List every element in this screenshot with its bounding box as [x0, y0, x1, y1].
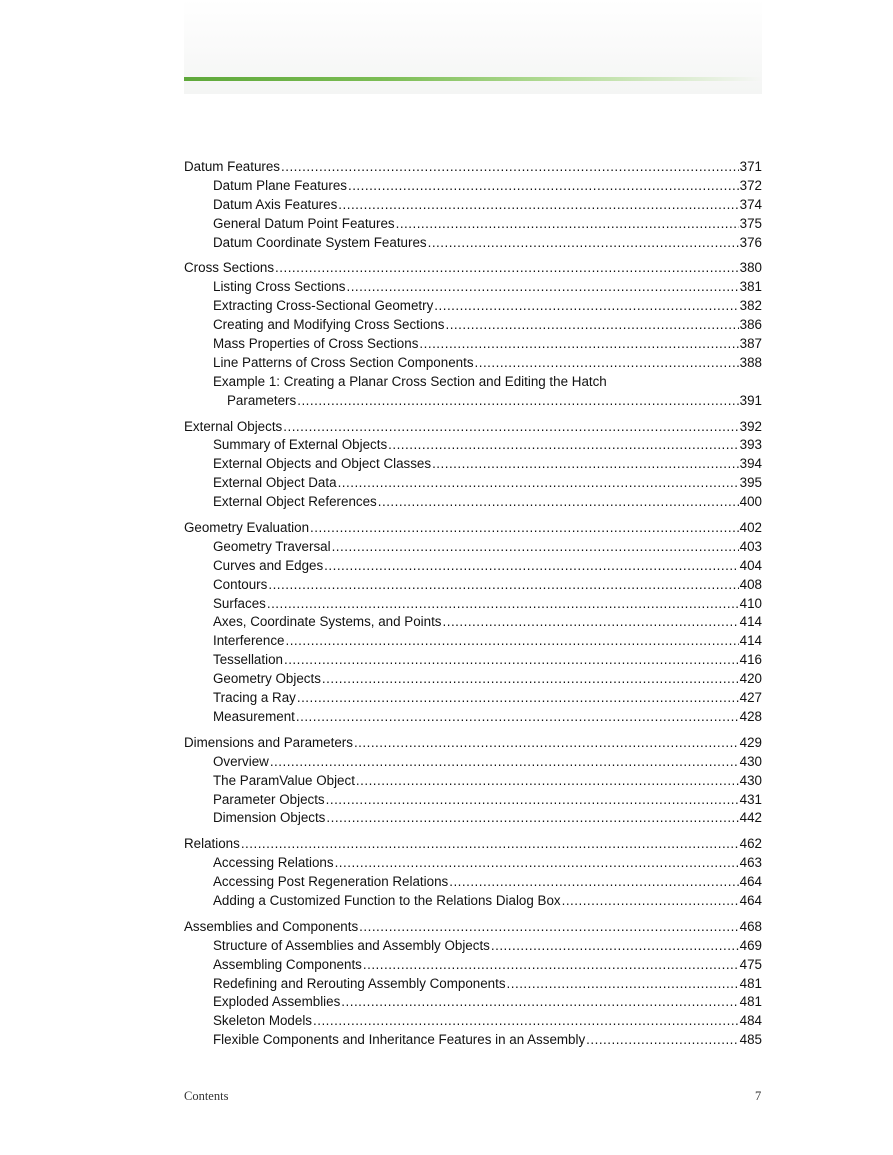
toc-entry-title: Tessellation — [213, 652, 283, 668]
dot-leader — [449, 873, 738, 892]
toc-entry-title: Surfaces — [213, 595, 266, 611]
toc-entry-title: Geometry Objects — [213, 671, 321, 687]
toc-subsection-entry[interactable] — [184, 993, 762, 1012]
toc-entry-title: Exploded Assemblies — [213, 994, 341, 1010]
dot-leader — [313, 1012, 739, 1031]
toc-subsection-entry[interactable] — [184, 873, 762, 892]
toc-chapter-entry[interactable] — [184, 918, 762, 937]
toc-entry-title: External Objects and Object Classes — [213, 456, 432, 472]
toc-entry-title: External Object Data — [213, 475, 337, 491]
toc-entry-page: 442 — [739, 810, 762, 826]
dot-leader — [354, 734, 739, 753]
toc-subsection-entry[interactable] — [184, 689, 762, 708]
toc-entry-page: 469 — [739, 937, 762, 953]
toc-subsection-entry[interactable] — [184, 493, 762, 512]
dot-leader — [445, 316, 738, 335]
dot-leader — [297, 689, 739, 708]
dot-leader — [346, 278, 738, 297]
toc-entry-page: 414 — [739, 614, 762, 630]
toc-subsection-entry[interactable] — [184, 354, 762, 373]
dot-leader — [285, 632, 738, 651]
toc-entry-page: 468 — [739, 918, 762, 934]
toc-subsection-entry[interactable] — [184, 956, 762, 975]
toc-subsection-entry[interactable] — [184, 234, 762, 253]
dot-leader — [396, 215, 739, 234]
toc-entry-title: Accessing Relations — [213, 855, 334, 871]
toc-subsection-entry[interactable] — [184, 436, 762, 455]
toc-entry-page: 420 — [739, 671, 762, 687]
toc-entry-title: Parameter Objects — [213, 791, 325, 807]
dot-leader — [586, 1031, 738, 1050]
dot-leader — [434, 297, 738, 316]
toc-entry-title: Structure of Assemblies and Assembly Objects — [213, 937, 490, 953]
toc-entry-page: 404 — [739, 557, 762, 573]
toc-entry-title: Geometry Traversal — [213, 538, 331, 554]
dot-leader — [356, 772, 739, 791]
toc-subsection-entry[interactable] — [184, 196, 762, 215]
toc-entry-title: General Datum Point Features — [213, 215, 395, 231]
dot-leader — [241, 835, 739, 854]
toc-entry-title: Extracting Cross-Sectional Geometry — [213, 298, 434, 314]
toc-entry-page: 414 — [739, 633, 762, 649]
toc-entry-page: 410 — [739, 595, 762, 611]
dot-leader — [443, 613, 739, 632]
toc-subsection-entry[interactable] — [184, 772, 762, 791]
toc-chapter-entry[interactable] — [184, 519, 762, 538]
toc-subsection-entry[interactable] — [184, 538, 762, 557]
toc-subsection-entry[interactable] — [184, 335, 762, 354]
toc-entry-title: Assembling Components — [213, 956, 362, 972]
toc-entry-page: 393 — [739, 437, 762, 453]
dot-leader — [363, 956, 739, 975]
toc-subsection-entry[interactable] — [184, 809, 762, 828]
toc-entry-page: 475 — [739, 956, 762, 972]
toc-entry-page: 416 — [739, 652, 762, 668]
toc-entry-page: 372 — [739, 177, 762, 193]
toc-section — [184, 835, 762, 911]
toc-entry-page: 386 — [739, 317, 762, 333]
dot-leader — [270, 753, 739, 772]
dot-leader — [275, 259, 739, 278]
toc-entry-title: Redefining and Rerouting Assembly Components — [213, 975, 506, 991]
dot-leader — [297, 392, 738, 411]
toc-entry-title: External Object References — [213, 494, 377, 510]
toc-entry-title: Cross Sections — [184, 260, 275, 276]
toc-subsection-entry[interactable] — [184, 297, 762, 316]
toc-entry-page: 376 — [739, 234, 762, 250]
toc-entry-title: The ParamValue Object — [213, 772, 355, 788]
dot-leader — [324, 557, 738, 576]
toc-subsection-entry[interactable] — [184, 316, 762, 335]
toc-entry-page: 380 — [739, 260, 762, 276]
dot-leader — [491, 937, 739, 956]
toc-subsection-entry[interactable] — [184, 278, 762, 297]
toc-subsection-entry[interactable] — [184, 670, 762, 689]
toc-subsection-entry[interactable] — [184, 937, 762, 956]
toc-entry-page: 408 — [739, 576, 762, 592]
toc-subsection-entry[interactable] — [184, 1012, 762, 1031]
toc-section — [184, 918, 762, 1050]
toc-chapter-entry[interactable] — [184, 259, 762, 278]
dot-leader — [310, 519, 739, 538]
toc-entry-title: Curves and Edges — [213, 557, 324, 573]
toc-subsection-entry[interactable] — [184, 455, 762, 474]
toc-entry-title: Dimensions and Parameters — [184, 734, 353, 750]
toc-entry-page: 395 — [739, 475, 762, 491]
dot-leader — [335, 854, 739, 873]
toc-entry-title: Parameters — [227, 392, 297, 408]
toc-entry-title: Skeleton Models — [213, 1013, 312, 1029]
dot-leader — [419, 335, 738, 354]
toc-entry-title: Datum Axis Features — [213, 196, 338, 212]
dot-leader — [388, 436, 739, 455]
toc-entry-page: 387 — [739, 336, 762, 352]
dot-leader — [428, 234, 739, 253]
toc-subsection-entry[interactable] — [184, 708, 762, 727]
toc-entry-page: 463 — [739, 855, 762, 871]
toc-subsection-entry[interactable] — [184, 576, 762, 595]
toc-entry-title: Interference — [213, 633, 285, 649]
toc-entry-title: Contours — [213, 576, 268, 592]
dot-leader — [507, 975, 739, 994]
dot-leader — [378, 493, 739, 512]
dot-leader — [562, 892, 739, 911]
toc-entry-page: 428 — [739, 708, 762, 724]
toc-chapter-entry[interactable] — [184, 835, 762, 854]
toc-section — [184, 734, 762, 828]
footer-label: Contents — [184, 1089, 229, 1103]
toc-entry-page: 382 — [739, 298, 762, 314]
toc-entry-page: 430 — [739, 753, 762, 769]
toc-subsection-entry[interactable] — [184, 975, 762, 994]
toc-entry-title: Measurement — [213, 708, 295, 724]
toc-section — [184, 519, 762, 727]
toc-subsection-entry[interactable] — [184, 791, 762, 810]
toc-entry-page: 429 — [739, 734, 762, 750]
header-green-rule — [184, 77, 762, 81]
toc-subsection-entry[interactable] — [184, 892, 762, 911]
toc-entry-title: Creating and Modifying Cross Sections — [213, 317, 445, 333]
footer-page-number: 7 — [755, 1089, 762, 1103]
toc-subsection-entry[interactable] — [184, 651, 762, 670]
toc-entry-title: Axes, Coordinate Systems, and Points — [213, 614, 442, 630]
toc-entry-title: Line Patterns of Cross Section Components — [213, 354, 474, 370]
toc-entry-page: 371 — [739, 159, 762, 174]
toc-entry-page: 431 — [739, 791, 762, 807]
toc-chapter-entry[interactable] — [184, 418, 762, 437]
toc-section — [184, 259, 762, 410]
toc-entry-page: 374 — [739, 196, 762, 212]
toc-subsection-entry[interactable] — [184, 177, 762, 196]
toc-entry-page: 381 — [739, 279, 762, 295]
toc-entry-page: 400 — [739, 494, 762, 510]
dot-leader — [281, 158, 739, 177]
dot-leader — [268, 576, 738, 595]
toc-subsection-entry-line1[interactable] — [184, 373, 762, 392]
toc-entry-page: 403 — [739, 538, 762, 554]
dot-leader — [322, 670, 739, 689]
toc-subsection-entry[interactable] — [184, 854, 762, 873]
toc-entry-title: Mass Properties of Cross Sections — [213, 336, 419, 352]
toc-entry-page: 462 — [739, 836, 762, 852]
dot-leader — [267, 595, 739, 614]
toc-entry-page: 388 — [739, 354, 762, 370]
toc-entry-page: 430 — [739, 772, 762, 788]
toc-entry-title: Datum Coordinate System Features — [213, 234, 427, 250]
toc-entry-title: Summary of External Objects — [213, 437, 388, 453]
toc-chapter-entry[interactable] — [184, 158, 762, 177]
dot-leader — [326, 809, 738, 828]
toc-entry-page: 427 — [739, 690, 762, 706]
toc-subsection-entry[interactable] — [184, 557, 762, 576]
dot-leader — [283, 418, 738, 437]
toc-entry-title: Accessing Post Regeneration Relations — [213, 874, 449, 890]
toc-entry-page: 464 — [739, 874, 762, 890]
toc-subsection-entry[interactable] — [184, 613, 762, 632]
toc-entry-page: 464 — [739, 892, 762, 908]
toc-entry-page: 391 — [739, 392, 762, 408]
toc-subsection-entry[interactable] — [184, 1031, 762, 1050]
toc-entry-title: Dimension Objects — [213, 810, 326, 826]
dot-leader — [338, 474, 739, 493]
toc-entry-page: 484 — [739, 1013, 762, 1029]
dot-leader — [432, 455, 739, 474]
dot-leader — [296, 708, 739, 727]
table-of-contents — [184, 158, 762, 1057]
toc-entry-page: 485 — [739, 1032, 762, 1048]
toc-entry-title: Relations — [184, 836, 240, 852]
dot-leader — [332, 538, 739, 557]
toc-subsection-entry-line2[interactable] — [184, 392, 762, 411]
toc-entry-title: Assemblies and Components — [184, 918, 359, 934]
toc-entry-page: 394 — [739, 456, 762, 472]
toc-subsection-entry[interactable] — [184, 474, 762, 493]
toc-section — [184, 158, 762, 252]
dot-leader — [338, 196, 738, 215]
toc-entry-page: 402 — [739, 520, 762, 536]
toc-subsection-entry[interactable] — [184, 632, 762, 651]
toc-chapter-entry[interactable] — [184, 734, 762, 753]
toc-entry-page: 375 — [739, 215, 762, 231]
toc-entry-title: Overview — [213, 753, 269, 769]
toc-subsection-entry[interactable] — [184, 215, 762, 234]
toc-entry-title: Datum Features — [184, 159, 281, 174]
dot-leader — [359, 918, 738, 937]
toc-subsection-entry[interactable] — [184, 753, 762, 772]
toc-entry-title: Example 1: Creating a Planar Cross Section and Editing the Hatch — [213, 373, 607, 389]
toc-section — [184, 418, 762, 512]
toc-entry-title: Listing Cross Sections — [213, 279, 346, 295]
dot-leader — [475, 354, 739, 373]
toc-entry-page: 481 — [739, 975, 762, 991]
dot-leader — [348, 177, 739, 196]
toc-entry-title: External Objects — [184, 418, 283, 434]
toc-entry-title: Geometry Evaluation — [184, 520, 310, 536]
toc-entry-page: 392 — [739, 418, 762, 434]
toc-entry-title: Flexible Components and Inheritance Features in an Assembly — [213, 1032, 586, 1048]
toc-entry-page: 481 — [739, 994, 762, 1010]
toc-entry-title: Datum Plane Features — [213, 177, 347, 193]
toc-entry-title: Tracing a Ray — [213, 690, 296, 706]
dot-leader — [284, 651, 739, 670]
toc-subsection-entry[interactable] — [184, 595, 762, 614]
dot-leader — [326, 791, 739, 810]
dot-leader — [341, 993, 738, 1012]
toc-entry-title: Adding a Customized Function to the Relations Dialog Box — [213, 892, 561, 908]
